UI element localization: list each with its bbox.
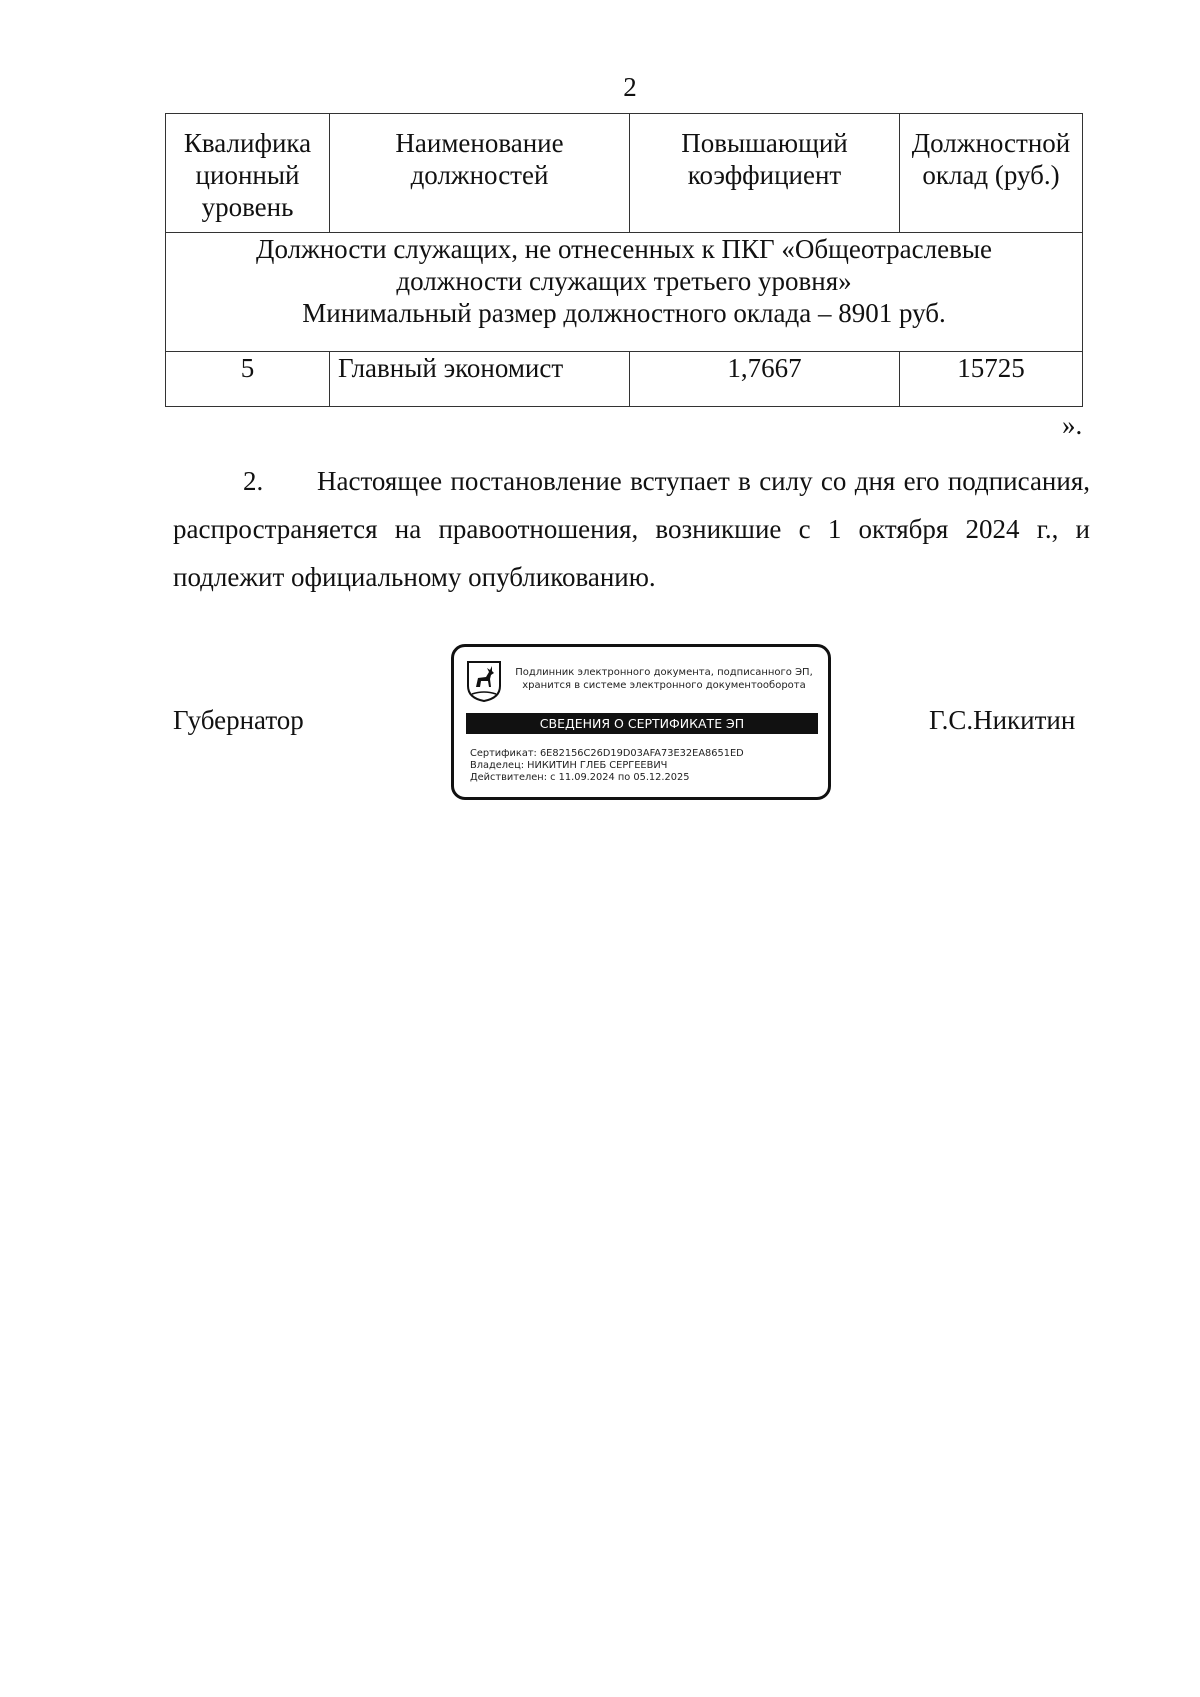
stamp-certificate: Сертификат: 6E82156C26D19D03AFA73E32EA8651ED <box>470 748 744 759</box>
paragraph-text: Настоящее постановление вступает в силу со дня его подписания, распространяется на правоотношения, возникшие с 1 октября 2024 г., и подлежит официальному опубликованию. <box>173 466 1090 592</box>
table-group-row <box>166 233 1083 352</box>
salary-table <box>165 113 1083 407</box>
stamp-validity: Действителен: с 11.09.2024 по 05.12.2025 <box>470 772 690 783</box>
header-qualification-level: Квалифика ционный уровень <box>166 114 330 233</box>
table-header-row <box>166 114 1083 233</box>
table-row <box>166 352 1083 407</box>
stamp-line-1: Подлинник электронного документа, подписанного ЭП, <box>515 667 813 678</box>
header-salary: Должностной оклад (руб.) <box>900 114 1083 233</box>
cell-salary: 15725 <box>900 352 1083 407</box>
header-position-name: Наименование должностей <box>330 114 630 233</box>
electronic-signature-stamp <box>451 644 831 800</box>
group-heading-line-3: Минимальный размер должностного оклада – 8901 руб. <box>302 298 946 328</box>
paragraph-number: 2. <box>243 466 264 496</box>
cell-position-name: Главный экономист <box>330 352 630 407</box>
page-number: 2 <box>623 72 637 102</box>
paragraph-2 <box>173 457 1090 601</box>
group-heading-line-2: должности служащих третьего уровня» <box>396 266 852 296</box>
stamp-owner: Владелец: НИКИТИН ГЛЕБ СЕРГЕЕВИЧ <box>470 760 668 771</box>
closing-quote: ». <box>1062 410 1083 440</box>
signatory-name: Г.С.Никитин <box>929 705 1076 735</box>
cell-level: 5 <box>166 352 330 407</box>
stamp-banner: СВЕДЕНИЯ О СЕРТИФИКАТЕ ЭП <box>466 713 818 734</box>
group-heading <box>166 233 1083 352</box>
stamp-line-2: хранится в системе электронного документооборота <box>522 680 806 691</box>
group-heading-line-1: Должности служащих, не отнесенных к ПКГ «Общеотраслевые <box>256 234 992 264</box>
deer-coat-of-arms-icon <box>466 660 502 702</box>
signatory-position: Губернатор <box>173 705 304 735</box>
cell-coefficient: 1,7667 <box>630 352 900 407</box>
header-coefficient: Повышающий коэффициент <box>630 114 900 233</box>
